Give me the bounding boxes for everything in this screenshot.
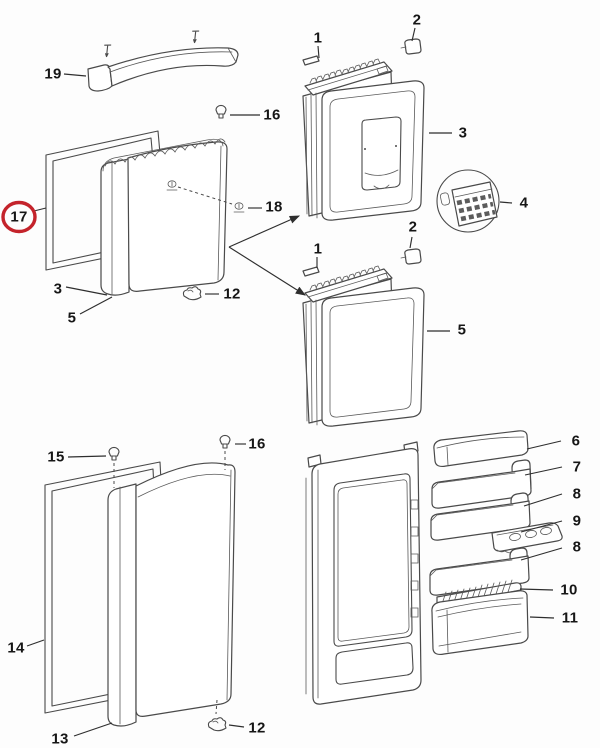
part-label-3-left: 3 [53, 280, 63, 298]
part-label-12-bottom: 12 [248, 719, 266, 737]
part-label-2-lower: 2 [408, 218, 418, 236]
part-label-12-top: 12 [223, 285, 241, 303]
part-label-16-bottom: 16 [248, 435, 266, 453]
lower-door-part-13 [108, 463, 235, 726]
part-label-4: 4 [519, 194, 529, 212]
plug-screw-part-15 [109, 447, 119, 488]
part-label-1-lower: 1 [313, 240, 323, 258]
part-label-9: 9 [572, 512, 582, 530]
part-label-7: 7 [572, 458, 582, 476]
upper-left-door [101, 139, 227, 295]
freezer-inner-door-part-3 [303, 59, 424, 220]
part-label-13: 13 [51, 730, 69, 748]
part-label-8-lower: 8 [572, 538, 582, 556]
hinge-cover-part-1-lower [303, 267, 319, 276]
inner-door-panel [306, 442, 421, 704]
part-label-18: 18 [265, 198, 283, 216]
hinge-cap-part-2-upper [401, 39, 421, 54]
part-label-11: 11 [561, 609, 579, 627]
part-label-17: 17 [10, 208, 28, 226]
part-label-19: 19 [44, 65, 62, 83]
door-handle-part-19 [88, 30, 238, 91]
freezer-inner-door-part-5 [303, 266, 424, 426]
part-label-3-right: 3 [458, 124, 468, 142]
part-label-1-upper: 1 [313, 29, 323, 47]
hinge-clip-part-12-top [183, 287, 201, 300]
part-label-6: 6 [571, 432, 581, 450]
plug-screw-part-16-top [216, 105, 226, 118]
part-label-10: 10 [560, 581, 578, 599]
hinge-cover-part-1-upper [303, 56, 319, 65]
assembly-arrows [229, 216, 305, 295]
ice-cube-tray-part-4 [437, 170, 499, 232]
part-label-5-left: 5 [67, 309, 77, 327]
part-label-16-top: 16 [263, 106, 281, 124]
part-label-5-right: 5 [457, 321, 467, 339]
part-label-2-upper: 2 [412, 11, 422, 29]
part-label-15: 15 [47, 448, 65, 466]
part-label-14: 14 [7, 639, 25, 657]
dairy-compartment-lid-part-6 [434, 431, 528, 467]
hinge-cap-part-2-lower [401, 249, 421, 264]
part-label-8-upper: 8 [572, 485, 582, 503]
